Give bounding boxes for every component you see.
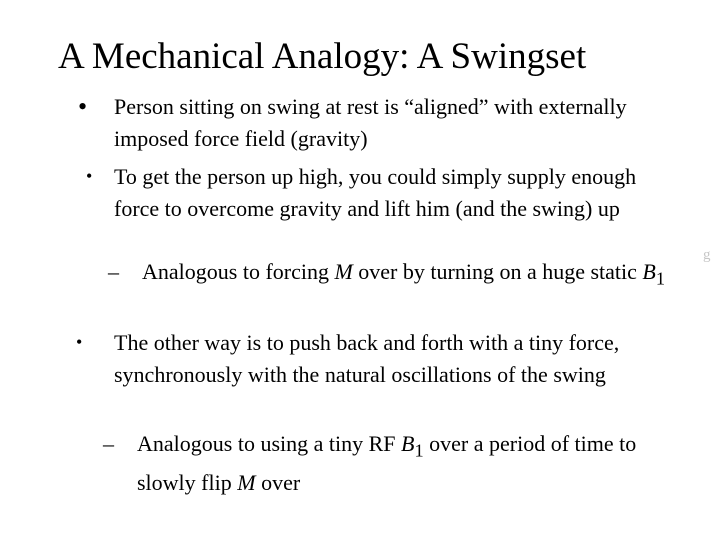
bullet-icon: •: [86, 166, 93, 186]
sub-bullet-item-1: [108, 256, 672, 295]
sub-text-pre: Analogous to using a tiny RF: [137, 431, 402, 456]
stray-mark: g: [703, 247, 711, 263]
bullet-text: To get the person up high, you could simply supply enough force to overcome gravity and lift him (and the swing) up: [114, 164, 637, 221]
bullet-text: The other way is to push back and forth with a tiny force, synchronously with the natural oscillations of the swing: [114, 330, 620, 387]
bullet-text: Person sitting on swing at rest is “aligned” with externally imposed force field (gravity): [114, 94, 627, 151]
sub-text-post: over: [255, 469, 301, 495]
sub-text-mid: over by turning on a huge static: [352, 259, 643, 284]
dash-icon: –: [108, 259, 119, 284]
sub-text-mid: over a period of time to slowly flip: [137, 431, 637, 495]
bullet-item-1: [78, 91, 634, 154]
field-symbol: B: [401, 431, 415, 456]
bullet-item-3: [76, 327, 674, 390]
magnetization-symbol: M: [334, 259, 353, 284]
magnetization-symbol: M: [237, 469, 256, 495]
slide-title: A Mechanical Analogy: A Swingset: [58, 36, 587, 77]
bullet-icon: •: [76, 332, 83, 352]
sub-bullet-item-2: [103, 428, 672, 498]
sub-text-pre: Analogous to forcing: [142, 259, 335, 284]
bullet-icon: •: [78, 92, 88, 121]
field-subscript: 1: [655, 268, 666, 289]
field-subscript: 1: [414, 440, 424, 461]
field-symbol: B: [642, 259, 656, 284]
dash-icon: –: [103, 431, 114, 456]
bullet-item-2: [86, 161, 684, 224]
